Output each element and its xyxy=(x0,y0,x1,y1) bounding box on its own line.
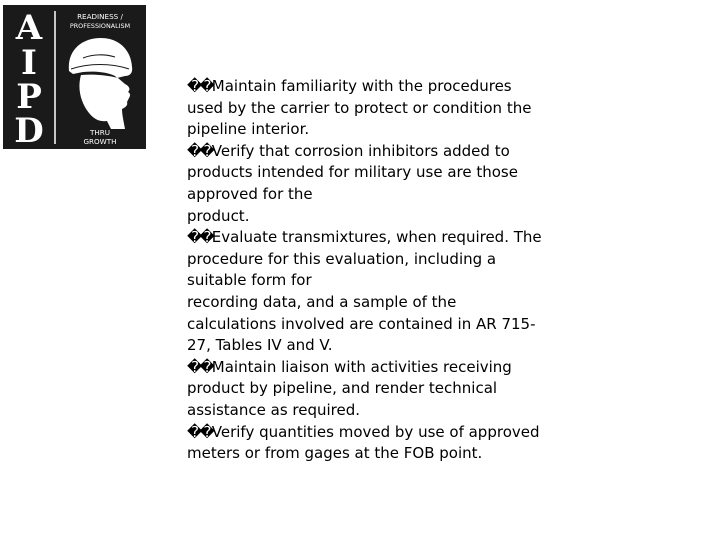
aipd-logo xyxy=(3,5,146,149)
body-line-text: Evaluate transmixtures, when required. The xyxy=(211,228,542,247)
logo-top-text: PROFESSIONALISM xyxy=(69,22,131,30)
bullet-line xyxy=(187,422,547,444)
body-line: assistance as required. xyxy=(187,400,361,419)
body-line-text: Verify quantities moved by use of approved xyxy=(211,422,540,441)
body-line: recording data, and a sample of the xyxy=(187,292,457,311)
body-line: approved for the xyxy=(187,184,313,203)
bullet-line xyxy=(187,357,547,379)
bullet-line xyxy=(187,141,547,163)
bullet-glyph: �� xyxy=(187,228,212,247)
body-line: pipeline interior. xyxy=(187,120,310,139)
body-line: 27, Tables IV and V. xyxy=(187,336,333,355)
logo-bottom-text: THRU xyxy=(89,128,111,137)
body-line-text: Maintain familiarity with the procedures xyxy=(211,77,512,95)
body-line: meters or from gages at the FOB point. xyxy=(187,444,483,463)
logo-letter: D xyxy=(14,111,44,149)
body-line: calculations involved are contained in AR 715- xyxy=(187,314,536,333)
bullet-glyph: �� xyxy=(187,422,212,441)
body-line: suitable form for xyxy=(187,271,312,290)
body-text xyxy=(187,76,547,465)
bullet-glyph: �� xyxy=(187,77,212,95)
logo-letter: P xyxy=(16,77,42,117)
logo-bottom-text: GROWTH xyxy=(83,137,117,146)
body-line: product by pipeline, and render technical xyxy=(187,379,498,398)
bullet-line xyxy=(187,227,547,249)
bullet-glyph: �� xyxy=(187,357,212,376)
body-line: procedure for this evaluation, including a xyxy=(187,249,497,268)
body-line: product. xyxy=(187,206,250,225)
body-line-text: Verify that corrosion inhibitors added to xyxy=(211,141,510,160)
body-line: products intended for military use are those xyxy=(187,163,518,182)
bullet-glyph: �� xyxy=(187,141,212,160)
logo-letter: I xyxy=(21,43,37,83)
bullet-line xyxy=(187,76,547,98)
logo-letter: A xyxy=(15,8,43,48)
body-line: used by the carrier to protect or condition the xyxy=(187,98,532,117)
body-line-text: Maintain liaison with activities receiving xyxy=(211,357,512,376)
logo-top-text: READINESS / xyxy=(77,12,123,21)
